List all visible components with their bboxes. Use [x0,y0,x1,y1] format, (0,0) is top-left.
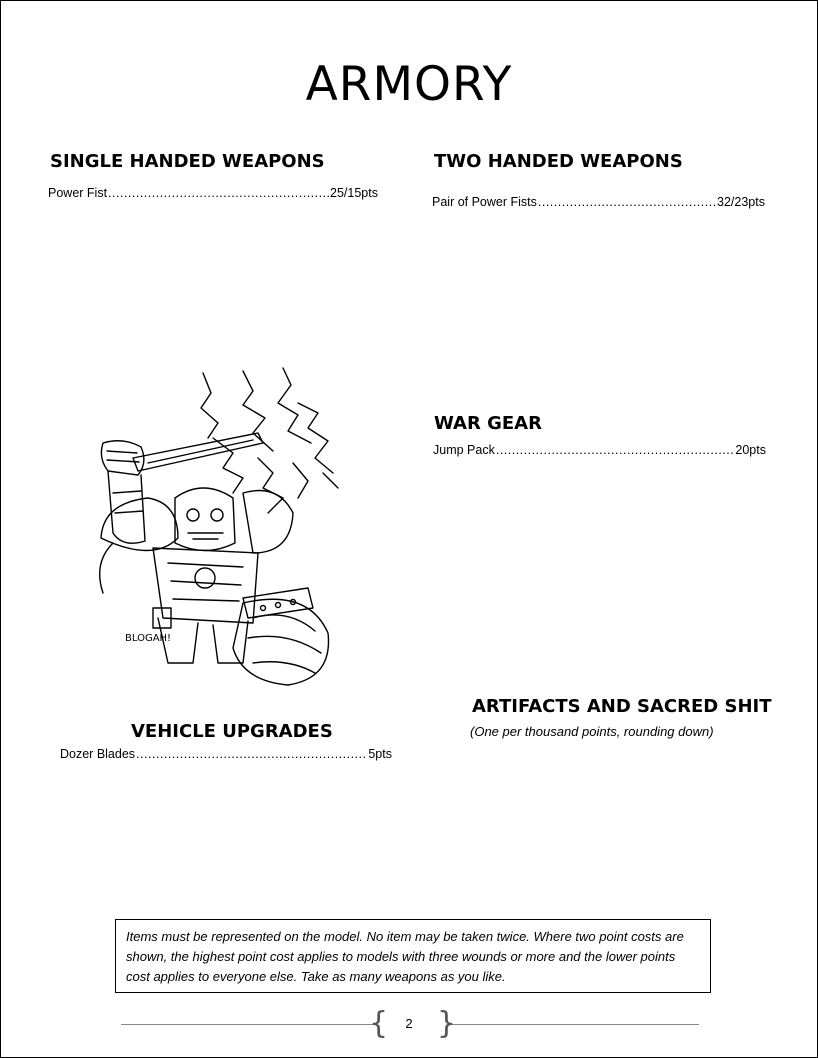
item-name: Pair of Power Fists [432,195,537,209]
list-item-dozer-blades [60,747,392,761]
footer-bracket-left: { [369,1006,389,1041]
two-handed-weapons-heading: TWO HANDED WEAPONS [434,151,683,172]
dot-leader [136,747,367,761]
dot-leader [538,195,716,209]
list-item-pair-of-power-fists [432,195,765,209]
artifacts-heading: ARTIFACTS AND SACRED SHIT [472,696,772,717]
footer-bracket-right: } [437,1006,457,1041]
vehicle-upgrades-heading: VEHICLE UPGRADES [131,721,333,742]
dot-leader [496,443,735,457]
item-cost: 25/15pts [330,186,378,200]
item-cost: 5pts [368,747,392,761]
footer-rule-right [447,1024,699,1025]
page-number: 2 [405,1016,413,1031]
war-gear-heading: WAR GEAR [434,413,542,434]
item-name: Power Fist [48,186,108,200]
footer-rule-left [121,1024,373,1025]
dot-leader [108,186,329,200]
item-name: Jump Pack [433,443,495,457]
item-cost: 20pts [735,443,766,457]
item-name: Dozer Blades [60,747,136,761]
armored-warrior-with-power-fist-illustration [93,363,343,693]
single-handed-weapons-heading: SINGLE HANDED WEAPONS [50,151,325,172]
artifacts-subtitle: (One per thousand points, rounding down) [470,724,714,739]
notice-box: Items must be represented on the model. No item may be taken twice. Where two point costs are shown, the highest point cost applies to models with three wounds or more and the lower points cost applies to everyone else. Take as many weapons as you like. [115,919,711,993]
item-cost: 32/23pts [717,195,765,209]
list-item-power-fist [48,186,378,200]
page-title: ARMORY [305,57,513,112]
list-item-jump-pack [433,443,766,457]
illustration-signature: BLOGAH! [125,633,172,644]
